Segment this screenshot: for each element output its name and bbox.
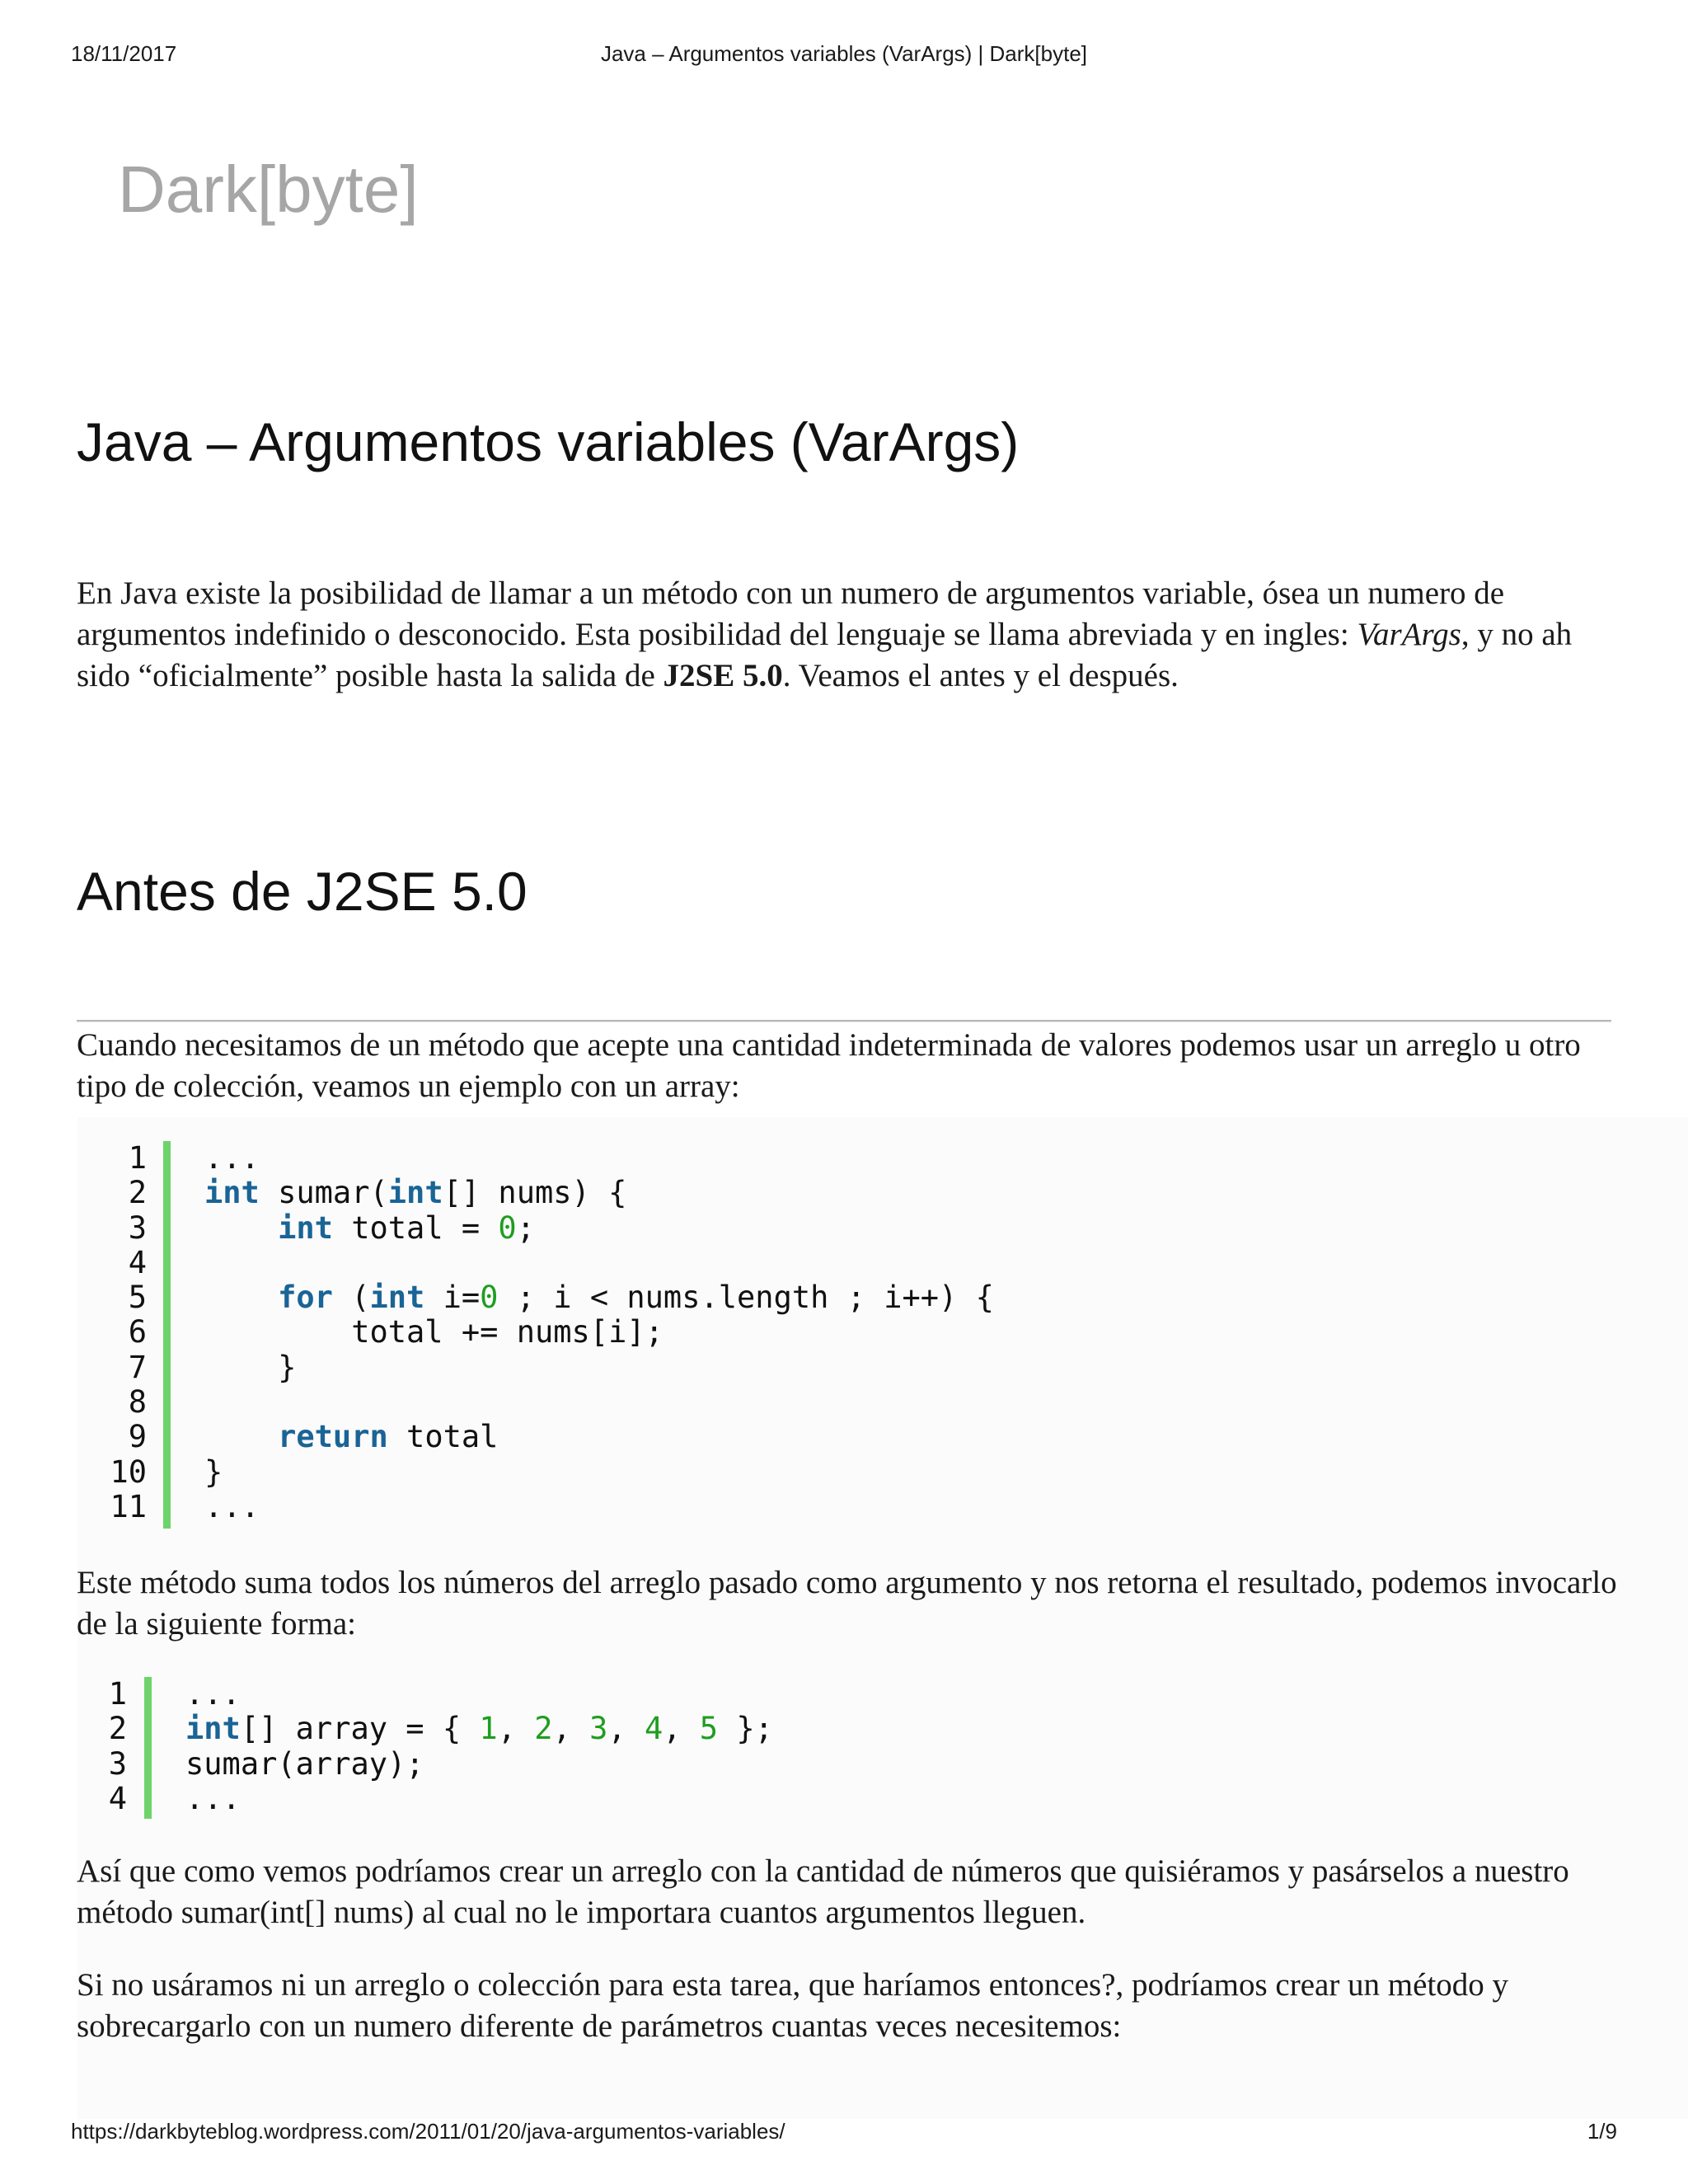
code-text: }: [204, 1454, 223, 1490]
line-numbers: [77, 1677, 127, 1816]
print-date: 18/11/2017: [71, 41, 177, 66]
code-number: 2: [534, 1711, 553, 1747]
code-block-1: [77, 1141, 1643, 1529]
code-number: 3: [589, 1711, 608, 1747]
code-text: [204, 1245, 223, 1280]
code-line: [204, 1420, 994, 1454]
code-text: sumar(: [259, 1175, 388, 1211]
code-number: 0: [480, 1280, 499, 1316]
code-keyword: int: [369, 1280, 425, 1316]
code-text: ; i < nums.length ; i++) {: [498, 1280, 994, 1316]
print-header: [0, 41, 1688, 71]
paragraph-1: Cuando necesitamos de un método que acepte una cantidad indeterminada de valores podemos usar un arreglo u otro tipo de colección, veamos un ejemplo con un array:: [77, 1027, 1581, 1104]
code-text: [204, 1210, 278, 1246]
intro-paragraph: [77, 573, 1618, 697]
code-line: [185, 1712, 773, 1746]
code-text: ,: [607, 1711, 645, 1747]
line-number: 9: [128, 1419, 147, 1455]
code-number: 0: [498, 1209, 517, 1246]
code-text: i=: [424, 1280, 481, 1316]
line-number: 10: [110, 1454, 147, 1490]
paragraph-2: Este método suma todos los números del arreglo pasado como argumento y nos retorna el resultado, podemos invocarlo de la siguiente forma:: [77, 1565, 1617, 1642]
code-keyword: int: [278, 1209, 333, 1246]
code-number: 5: [699, 1711, 719, 1747]
code-line: [204, 1176, 994, 1210]
intro-text-2: , y no ah sido “oficialmente” posible hasta la salida de: [77, 617, 1573, 693]
line-number: 2: [128, 1175, 147, 1211]
line-number: 4: [108, 1780, 127, 1816]
code-text: ,: [552, 1711, 590, 1747]
code-line: [204, 1455, 994, 1490]
intro-strong: J2SE 5.0: [663, 658, 783, 693]
line-number: 7: [128, 1349, 147, 1385]
code-text: ,: [497, 1711, 535, 1747]
code-text: ...: [185, 1676, 241, 1712]
paragraph-3: Así que como vemos podríamos crear un arreglo con la cantidad de números que quisiéramos y pasárselos a nuestro método sumar(int[] nums) al cual no le importara cuantos argumentos lleguen.: [77, 1853, 1569, 1930]
code-text: total: [387, 1419, 499, 1455]
line-number: 11: [110, 1488, 147, 1524]
code-number: 4: [644, 1711, 663, 1747]
code-line: [204, 1350, 994, 1385]
code-text: ;: [516, 1209, 535, 1246]
code-keyword: int: [387, 1175, 443, 1211]
code-line: [204, 1490, 994, 1524]
code-text: ...: [185, 1780, 241, 1816]
code-block-2: [77, 1677, 1643, 1819]
print-page-title: Java – Argumentos variables (VarArgs) | Dark[byte]: [600, 41, 1088, 66]
code-text: ...: [204, 1488, 260, 1524]
code-gutter-bar: [163, 1141, 171, 1529]
code-text: total += nums[i];: [204, 1314, 663, 1350]
print-page-number: 1/9: [1587, 2119, 1617, 2144]
code-text: [204, 1280, 278, 1315]
code-text: total =: [332, 1209, 499, 1246]
code-text: ,: [663, 1711, 700, 1747]
print-url: https://darkbyteblog.wordpress.com/2011/01/20/java-argumentos-variables/: [71, 2119, 785, 2144]
code-gutter-bar: [144, 1677, 152, 1819]
post-title: Java – Argumentos variables (VarArgs): [77, 411, 1020, 472]
code-text: (: [332, 1280, 370, 1316]
code-line: [204, 1141, 994, 1176]
line-number: 3: [108, 1745, 127, 1782]
code-keyword: for: [278, 1280, 333, 1316]
code-line: [204, 1211, 994, 1246]
code-keyword: int: [204, 1175, 260, 1211]
line-number: 1: [128, 1140, 147, 1176]
code-number: 1: [479, 1711, 498, 1747]
code-line: [204, 1246, 994, 1280]
line-number: 1: [108, 1676, 127, 1712]
code-line: [185, 1747, 773, 1782]
line-number: 4: [128, 1244, 147, 1280]
code-text: [204, 1419, 278, 1454]
intro-text-3: . Veamos el antes y el después.: [782, 658, 1179, 693]
intro-text-1: En Java existe la posibilidad de llamar a un método con un numero de argumentos variable, ósea un numero de argumentos indefinido o desconocido. Esta posibilidad del lenguaje se llama abreviada y en ingles:: [77, 575, 1505, 652]
code-text: ...: [204, 1140, 260, 1176]
code-text: [] nums) {: [443, 1175, 627, 1211]
line-number: 2: [108, 1711, 127, 1747]
line-number: 8: [128, 1384, 147, 1421]
code-line: [185, 1677, 773, 1712]
line-number: 6: [128, 1314, 147, 1350]
code-line: [204, 1385, 994, 1420]
print-footer: [0, 2119, 1688, 2149]
code-text: sumar(array);: [185, 1745, 424, 1782]
code-text: [] array = {: [240, 1711, 480, 1747]
code-text: }: [204, 1349, 297, 1385]
site-title-link[interactable]: Dark[byte]: [118, 153, 419, 226]
code-line: [204, 1315, 994, 1350]
line-number: 3: [128, 1209, 147, 1246]
line-numbers: [77, 1141, 147, 1524]
divider: [77, 1020, 1611, 1022]
line-number: 5: [128, 1280, 147, 1316]
code-text: };: [718, 1711, 773, 1747]
code-keyword: return: [278, 1419, 388, 1455]
paragraph-4: Si no usáramos ni un arreglo o colección para esta tarea, que haríamos entonces?, podríamos crear un método y sobrecargarlo con un numero diferente de parámetros cuantas veces necesitemos:: [77, 1967, 1509, 2044]
intro-emphasis: VarArgs: [1357, 617, 1461, 652]
code-content: [204, 1141, 994, 1524]
code-line: [185, 1782, 773, 1816]
code-line: [204, 1280, 994, 1315]
code-text: [204, 1384, 223, 1420]
code-keyword: int: [185, 1711, 241, 1747]
code-content: [185, 1677, 773, 1816]
section-title: Antes de J2SE 5.0: [77, 861, 528, 922]
